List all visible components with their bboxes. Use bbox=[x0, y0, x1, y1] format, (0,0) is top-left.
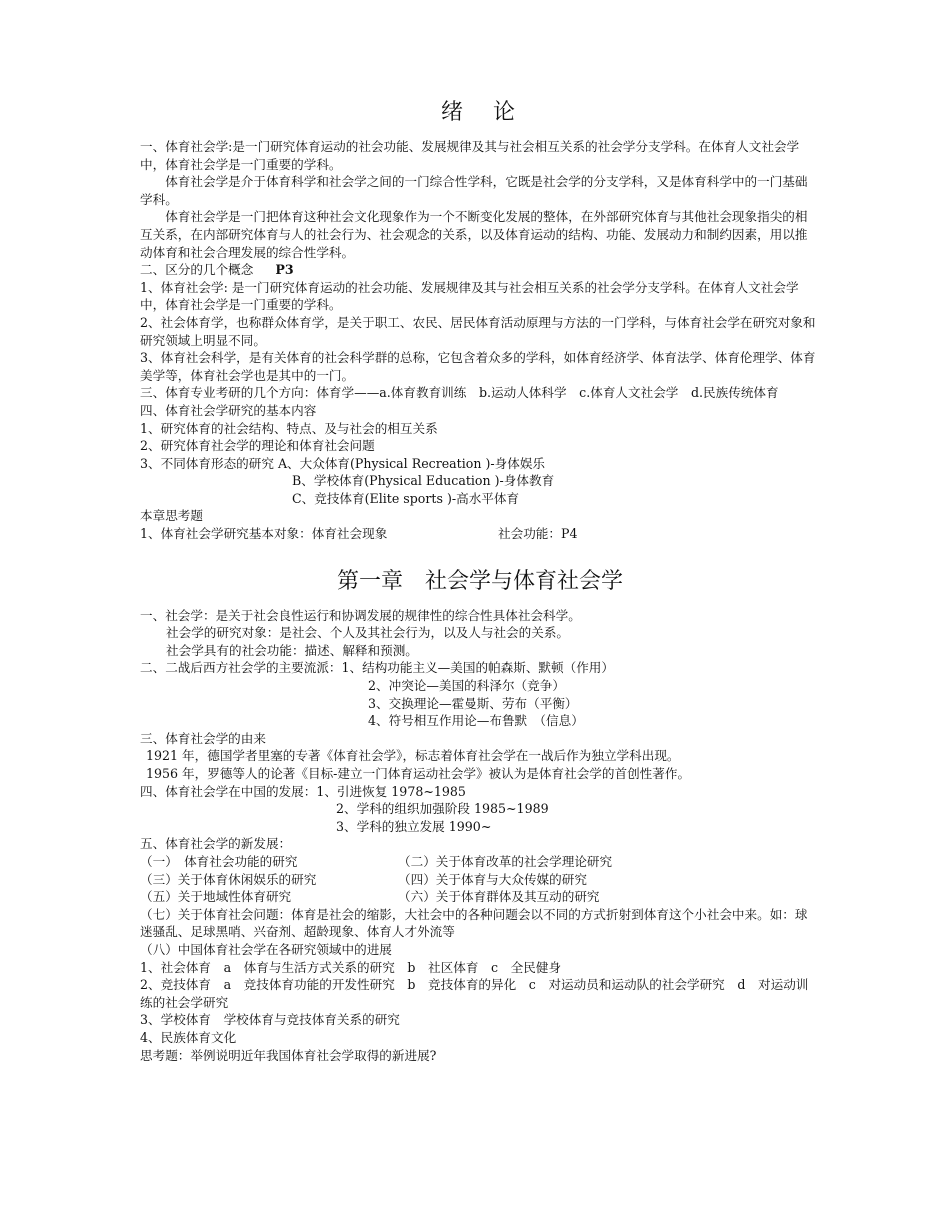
new-development-row-3 bbox=[140, 888, 820, 906]
progress-competitive-sports: 2、竞技体育 a 竞技体育功能的开发性研究 b 竞技体育的异化 c 对运动员和运动队的社会学研究 d 对运动训练的社会学研究 bbox=[140, 977, 809, 1010]
basic-content-3: 3、不同体育形态的研究 A、大众体育(Physical Recreation )-身体娱乐 bbox=[140, 455, 546, 471]
progress-ethnic-sports: 4、民族体育文化 bbox=[140, 1029, 237, 1045]
basic-content-heading: 四、体育社会学研究的基本内容 bbox=[140, 402, 317, 418]
intro-paragraph-3: 体育社会学是一门把体育这种社会文化现象作为一个不断变化发展的整体，在外部研究体育与其他社会现象指尖的相互关系，在内部研究体育与人的社会行为、社会观念的关系，以及体育运动的结构、功能、发展动力和制约因素，用以推动体育和社会合理发展的综合性学科。 bbox=[140, 209, 808, 260]
discussion-question: 思考题：举例说明近年我国体育社会学取得的新进展? bbox=[140, 1047, 437, 1063]
chapter-question-1-left: 1、体育社会学研究基本对象：体育社会现象 bbox=[140, 526, 388, 542]
china-development-3: 3、学科的独立发展 1990~ bbox=[336, 818, 492, 834]
chapter-question-1-right: 社会功能：P4 bbox=[498, 526, 578, 542]
concepts-page-ref: P3 bbox=[275, 262, 294, 278]
schools-heading: 二、二战后西方社会学的主要流派：1、结构功能主义—美国的帕森斯、默顿（作用） bbox=[140, 660, 614, 676]
new-development-item: （五）关于地域性体育研究 bbox=[140, 889, 292, 905]
basic-content-3c: C、竞技体育(Elite sports )-高水平体育 bbox=[292, 490, 520, 506]
concepts-heading-text: 二、区分的几个概念 bbox=[140, 262, 254, 278]
social-problems: （七）关于体育社会问题：体育是社会的缩影，大社会中的各种问题会以不同的方式折射到体育这个小社会中来。如：球迷骚乱、足球黑哨、兴奋剂、超龄现象、体育人才外流等 bbox=[140, 906, 808, 940]
china-development-2: 2、学科的组织加强阶段 1985~1989 bbox=[336, 801, 549, 817]
basic-content-1: 1、研究体育的社会结构、特点、及与社会的相互关系 bbox=[140, 420, 438, 436]
concepts-heading bbox=[140, 261, 820, 279]
chapter-question-1 bbox=[140, 525, 820, 543]
new-development-item: （二）关于体育改革的社会学理论研究 bbox=[398, 853, 613, 869]
sociology-object: 社会学的研究对象：是社会、个人及其社会行为，以及人与社会的关系。 bbox=[166, 625, 569, 641]
progress-school-sports: 3、学校体育 学校体育与竞技体育关系的研究 bbox=[140, 1012, 400, 1028]
origin-1956: 1956 年，罗德等人的论著《目标-建立一门体育运动社会学》被认为是体育社会学的首创性著作。 bbox=[146, 766, 691, 781]
intro-paragraph-1: 一、体育社会学:是一门研究体育运动的社会功能、发展规律及其与社会相互关系的社会学分支学科。在体育人文社会学中，体育社会学是一门重要的学科。 bbox=[140, 139, 800, 172]
sociology-definition: 一、社会学：是关于社会良性运行和协调发展的规律性的综合性具体社会科学。 bbox=[140, 607, 581, 623]
china-development-heading: 四、体育社会学在中国的发展：1、引进恢复 1978~1985 bbox=[140, 783, 466, 799]
concept-1: 1、体育社会学: 是一门研究体育运动的社会功能、发展规律及其与社会相互关系的社会学分支学科。在体育人文社会学中，体育社会学是一门重要的学科。 bbox=[140, 279, 799, 313]
intro-paragraph-2: 体育社会学是介于体育科学和社会学之间的一门综合性学科，它既是社会学的分支学科，又是体育科学中的一门基础学科。 bbox=[140, 174, 808, 207]
document-page bbox=[140, 100, 820, 1064]
intro-title: 绪 论 bbox=[440, 100, 519, 125]
school-4: 4、符号相互作用论—布鲁默 （信息） bbox=[368, 713, 584, 729]
new-development-item: （一） 体育社会功能的研究 bbox=[140, 853, 298, 869]
new-development-heading: 五、体育社会学的新发展： bbox=[140, 836, 292, 852]
school-2: 2、冲突论—美国的科泽尔（竞争） bbox=[368, 678, 565, 694]
new-development-row-1 bbox=[140, 853, 820, 871]
research-directions: 三、体育专业考研的几个方向：体育学——a.体育教育训练 b.运动人体科学 c.体育人文社会学 d.民族传统体育 bbox=[140, 385, 779, 401]
origin-heading: 三、体育社会学的由来 bbox=[140, 730, 266, 746]
progress-heading: （八）中国体育社会学在各研究领域中的进展 bbox=[140, 941, 392, 957]
basic-content-3b: B、学校体育(Physical Education )-身体教育 bbox=[292, 473, 555, 489]
chapter-questions-heading: 本章思考题 bbox=[140, 508, 203, 524]
basic-content-2: 2、研究体育社会学的理论和体育社会问题 bbox=[140, 438, 375, 454]
sociology-function: 社会学具有的社会功能：描述、解释和预测。 bbox=[166, 642, 418, 658]
origin-1921: 1921 年，德国学者里塞的专著《体育社会学》，标志着体育社会学在一战后作为独立学科出现。 bbox=[146, 748, 680, 764]
progress-social-sports: 1、社会体育 a 体育与生活方式关系的研究 b 社区体育 c 全民健身 bbox=[140, 959, 562, 975]
new-development-item: （六）关于体育群体及其互动的研究 bbox=[398, 889, 600, 905]
school-3: 3、交换理论—霍曼斯、劳布（平衡） bbox=[368, 695, 578, 711]
new-development-row-2 bbox=[140, 871, 820, 889]
chapter1-title: 第一章 社会学与体育社会学 bbox=[336, 568, 623, 594]
new-development-item: （四）关于体育与大众传媒的研究 bbox=[398, 871, 587, 887]
concept-2: 2、社会体育学，也称群众体育学，是关于职工、农民、居民体育活动原理与方法的一门学科，与体育社会学在研究对象和研究领域上明显不同。 bbox=[140, 314, 816, 348]
concept-3: 3、体育社会科学，是有关体育的社会科学群的总称，它包含着众多的学科，如体育经济学、体育法学、体育伦理学、体育美学等，体育社会学也是其中的一门。 bbox=[140, 350, 816, 383]
new-development-item: （三）关于体育休闲娱乐的研究 bbox=[140, 871, 317, 887]
